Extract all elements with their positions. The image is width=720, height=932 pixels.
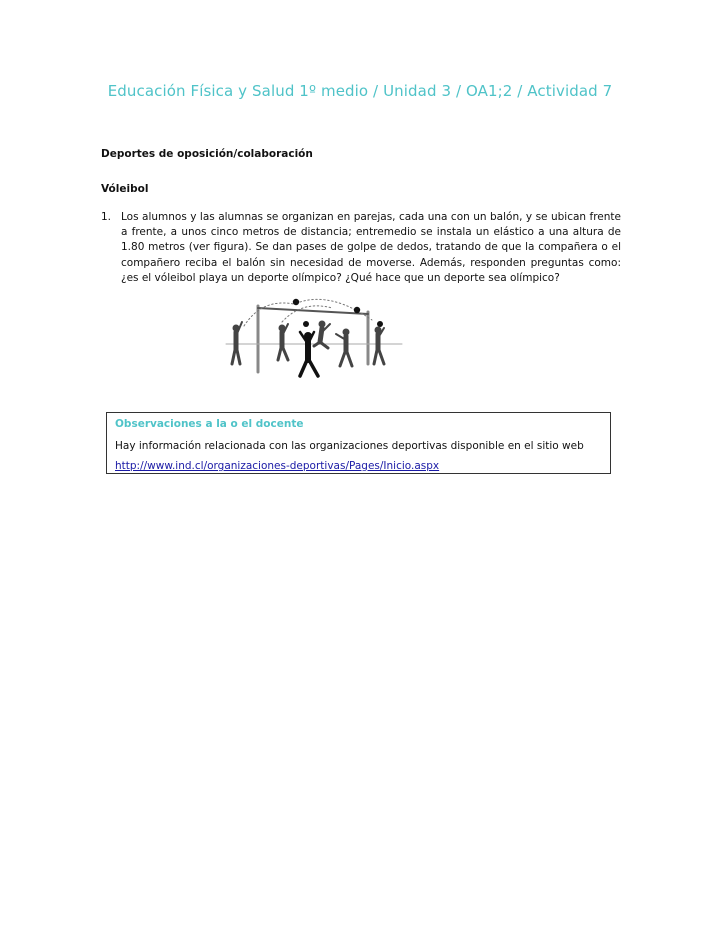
teacher-notes-link[interactable]: http://www.ind.cl/organizaciones-deportivas/Pages/Inicio.aspx [115,460,440,472]
teacher-notes-text: Hay información relacionada con las organizaciones deportivas disponible en el sitio web [115,440,584,452]
item-number: 1. [101,211,112,223]
teacher-notes-box [106,412,611,474]
section-title: Deportes de oposición/colaboración [101,148,313,160]
activity-list [101,210,621,286]
item-text: Los alumnos y las alumnas se organizan en parejas, cada una con un balón, y se ubican frente a frente, a unos cinco metros de distancia; entremedio se instala un elástico a una altura de 1.80 metros (ver figura). Se dan pases de golpe de dedos, tratando de que la compañera o el compañero reciba el balón sin necesidad de moverse. Además, responden preguntas como: ¿es el vóleibol playa un deporte olímpico? ¿Qué hace que un deporte sea olímpico? [121,211,621,284]
list-item [101,210,621,286]
teacher-notes-title: Observaciones a la o el docente [115,418,304,430]
page-title: Educación Física y Salud 1º medio / Unidad 3 / OA1;2 / Actividad 7 [107,82,613,100]
subsection-title: Vóleibol [101,183,149,195]
volleyball-players-illustration [222,292,404,380]
